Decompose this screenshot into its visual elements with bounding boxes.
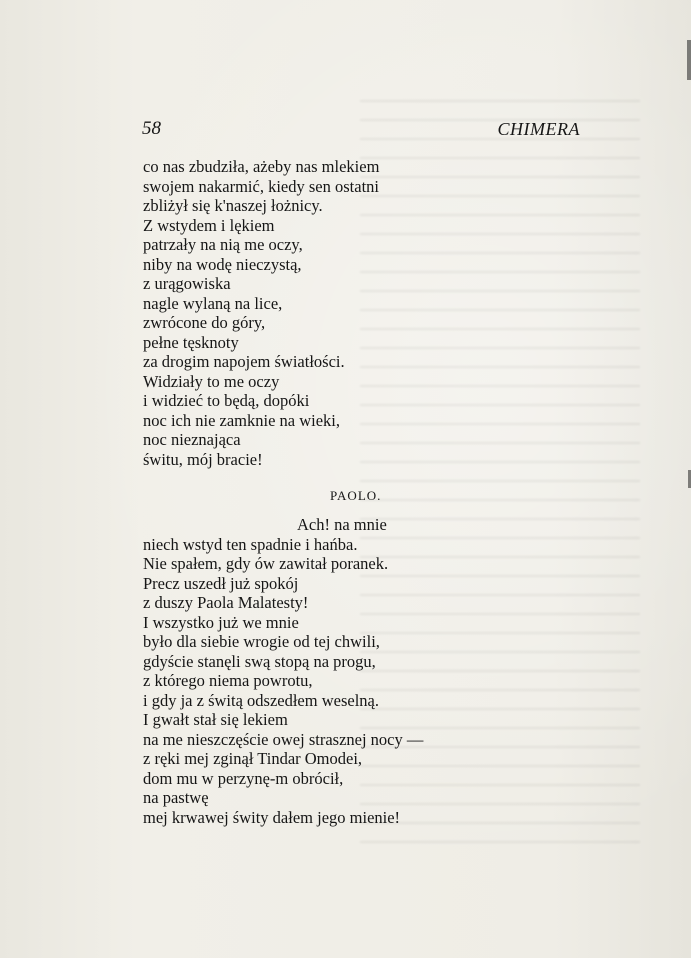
verse-line: gdyście stanęli swą stopą na progu, xyxy=(143,651,376,671)
verse-stanza-2 xyxy=(143,515,443,827)
verse-line: mej krwawej świty dałem jego mienie! xyxy=(143,807,401,827)
verse-line: swojem nakarmić, kiedy sen ostatni xyxy=(143,176,379,196)
verse-line: świtu, mój bracie! xyxy=(143,449,263,469)
verse-line: z duszy Paola Malatesty! xyxy=(143,593,309,612)
verse-line: Z wstydem i lękiem xyxy=(143,215,275,235)
verse-line: i widzieć to będą, dopóki xyxy=(143,391,310,410)
verse-line: i gdy ja z świtą odszedłem weselną. xyxy=(143,690,379,710)
verse-line: Precz uszedł już spokój xyxy=(143,573,299,593)
verse-line: Widziały to me oczy xyxy=(143,371,280,391)
verse-line: I wszystko już we mnie xyxy=(143,612,299,632)
verse-line: nagle wylaną na lice, xyxy=(143,293,283,313)
verse-line: patrzały na nią me oczy, xyxy=(143,235,303,254)
verse-line: niby na wodę nieczystą, xyxy=(143,254,302,274)
verse-line: za drogim napojem światłości. xyxy=(143,352,345,371)
page-edge-mark xyxy=(687,40,691,80)
verse-stanza-1 xyxy=(143,157,443,469)
verse-line: z urągowiska xyxy=(143,274,231,293)
verse-line: I gwałt stał się lekiem xyxy=(143,710,288,729)
running-header xyxy=(0,118,691,148)
verse-line: co nas zbudziła, ażeby nas mlekiem xyxy=(143,157,380,176)
verse-line: Ach! na mnie xyxy=(297,515,387,534)
verse-line: było dla siebie wrogie od tej chwili, xyxy=(143,632,380,651)
verse-line: Nie spałem, gdy ów zawitał poranek. xyxy=(143,554,389,573)
verse-line: z którego niema powrotu, xyxy=(143,671,313,690)
verse-line: pełne tęsknoty xyxy=(143,332,239,352)
verse-line: na pastwę xyxy=(143,788,209,807)
verse-line: niech wstyd ten spadnie i hańba. xyxy=(143,534,358,554)
running-title: CHIMERA xyxy=(497,119,580,139)
verse-line: noc nieznająca xyxy=(143,430,241,449)
speaker-name: PAOLO. xyxy=(330,488,382,503)
verse-line: dom mu w perzynę-m obrócił, xyxy=(143,768,344,788)
verse-line: zbliżył się k'naszej łożnicy. xyxy=(143,196,323,215)
page-number: 58 xyxy=(142,118,161,139)
verse-line: z ręki mej zginął Tindar Omodei, xyxy=(143,749,363,768)
verse-line: zwrócone do góry, xyxy=(143,313,266,332)
verse-line: noc ich nie zamknie na wieki, xyxy=(143,410,341,430)
verse-line: na me nieszczęście owej strasznej nocy — xyxy=(143,729,424,749)
